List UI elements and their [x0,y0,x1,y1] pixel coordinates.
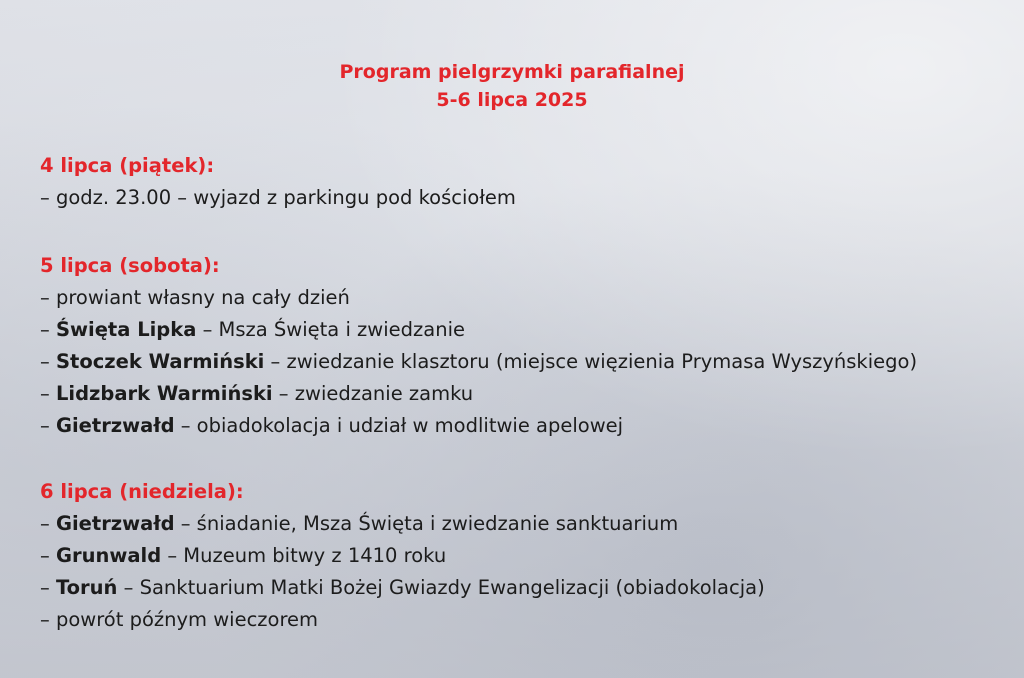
item-text: – zwiedzanie klasztoru (miejsce więzienia Prymasa Wyszyńskiego) [264,350,918,373]
item-text: – Sanktuarium Matki Bożej Gwiazdy Ewangelizacji (obiadokolacja) [117,576,765,599]
item-text: prowiant własny na cały dzień [55,286,350,309]
item-text: powrót późnym wieczorem [55,608,319,631]
item-dash: – [40,414,56,437]
item-dash: – [40,186,56,209]
item-dash: – [40,350,56,373]
item-dash: – [40,382,56,405]
schedule-item [40,378,1000,410]
schedule-item [40,182,1000,214]
item-dash: – [40,286,56,309]
day-heading: 4 lipca (piątek): [40,154,215,177]
item-place: Stoczek Warmiński [55,350,265,373]
schedule-item [40,540,1000,572]
item-place: Grunwald [55,544,162,567]
item-text: – śniadanie, Msza Święta i zwiedzanie sanktuarium [174,512,679,535]
item-text: godz. 23.00 – wyjazd z parkingu pod kościołem [55,186,516,209]
item-place: Toruń [55,576,118,599]
schedule-item [40,410,1000,442]
item-place: Gietrzwałd [55,512,175,535]
day-heading: 5 lipca (sobota): [40,254,220,277]
item-text: – zwiedzanie zamku [272,382,474,405]
item-place: Gietrzwałd [55,414,175,437]
day-section-sunday [40,476,1000,636]
day-section-saturday [40,250,1000,442]
program-title [0,58,1024,114]
item-dash: – [40,544,56,567]
item-place: Święta Lipka [55,318,197,341]
item-place: Lidzbark Warmiński [55,382,273,405]
program-title-line: Program pielgrzymki parafialnej [339,61,685,83]
item-text: – obiadokolacja i udział w modlitwie apelowej [174,414,624,437]
day-section-friday [40,150,1000,214]
item-text: – Muzeum bitwy z 1410 roku [161,544,447,567]
item-dash: – [40,576,56,599]
schedule-item [40,572,1000,604]
item-dash: – [40,608,56,631]
item-text: – Msza Święta i zwiedzanie [196,318,465,341]
day-heading: 6 lipca (niedziela): [40,480,244,503]
schedule-item [40,282,1000,314]
schedule-item [40,314,1000,346]
program-date-line: 5-6 lipca 2025 [436,89,588,111]
item-dash: – [40,318,56,341]
schedule-item [40,346,1000,378]
schedule-item [40,604,1000,636]
schedule-item [40,508,1000,540]
item-dash: – [40,512,56,535]
